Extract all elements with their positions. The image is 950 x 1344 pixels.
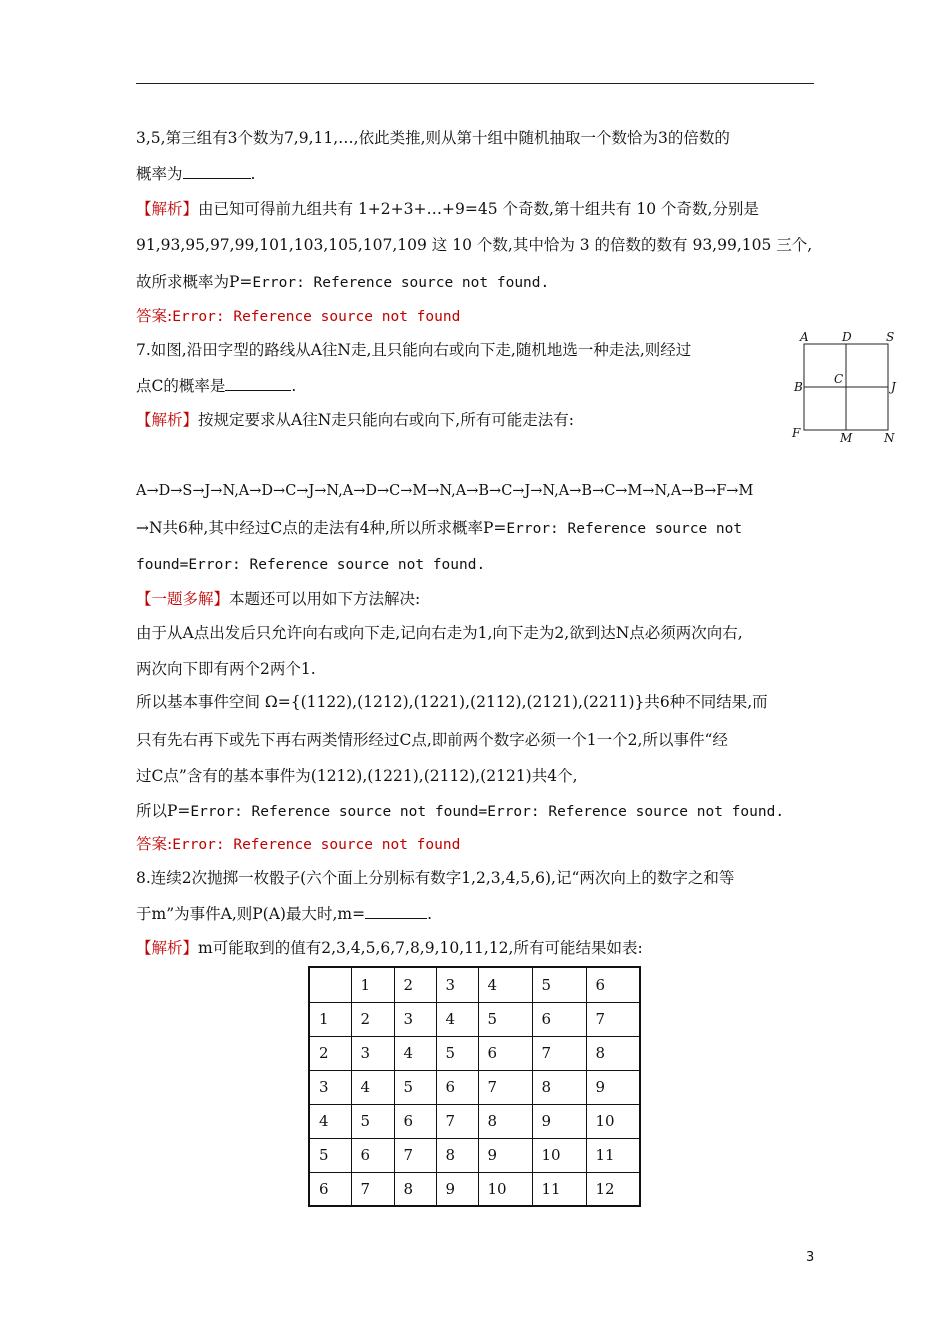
text-line: 3,5,第三组有3个数为7,9,11,…,依此类推,则从第十组中随机抽取一个数恰为3的倍数的 bbox=[136, 129, 730, 147]
table-row bbox=[309, 1002, 640, 1036]
text-line: found=Error: Reference source not found. bbox=[136, 557, 486, 573]
table-cell: 7 bbox=[586, 1002, 640, 1036]
table-cell: 1 bbox=[309, 1002, 351, 1036]
table-row bbox=[309, 1036, 640, 1070]
table-cell: 6 bbox=[351, 1138, 394, 1172]
analysis-tag: 【解析】 bbox=[136, 411, 199, 429]
table-cell: 9 bbox=[532, 1104, 586, 1138]
answer-blank bbox=[183, 164, 251, 179]
text-line: 91,93,95,97,99,101,103,105,107,109 这 10 个数,其中恰为 3 的倍数的数有 93,99,105 三个, bbox=[136, 236, 813, 254]
text-line: 概率为 . bbox=[136, 165, 256, 183]
text-line: 所以基本事件空间 Ω={(1122),(1212),(1221),(2112),(2121),(2211)}共6种不同结果,而 bbox=[136, 693, 768, 711]
table-cell: 6 bbox=[436, 1070, 478, 1104]
text-line: 8.连续2次抛掷一枚骰子(六个面上分别标有数字1,2,3,4,5,6),记“两次向上的数字之和等 bbox=[136, 869, 735, 887]
table-cell: 10 bbox=[586, 1104, 640, 1138]
table-cell: 4 bbox=[309, 1104, 351, 1138]
dice-sum-table bbox=[308, 966, 641, 1207]
table-cell: 2 bbox=[309, 1036, 351, 1070]
text-line: 所以P=Error: Reference source not found=Error: Reference source not found. bbox=[136, 802, 785, 820]
text-line: 【解析】m可能取到的值有2,3,4,5,6,7,8,9,10,11,12,所有可能结果如表: bbox=[136, 939, 643, 957]
grid-diagram bbox=[788, 330, 900, 445]
table-cell: 8 bbox=[478, 1104, 532, 1138]
table-cell: 6 bbox=[586, 967, 640, 1002]
table-cell: 7 bbox=[532, 1036, 586, 1070]
label-n: N bbox=[884, 431, 895, 445]
table-cell: 5 bbox=[478, 1002, 532, 1036]
answer-line: 答案:Error: Reference source not found bbox=[136, 835, 461, 853]
table-cell: 5 bbox=[309, 1138, 351, 1172]
table-cell: 9 bbox=[436, 1172, 478, 1206]
table-cell: 8 bbox=[394, 1172, 436, 1206]
table-cell: 3 bbox=[351, 1036, 394, 1070]
table-cell: 8 bbox=[586, 1036, 640, 1070]
label-s: S bbox=[886, 330, 895, 344]
table-cell bbox=[309, 967, 351, 1002]
text-line: 【解析】由已知可得前九组共有 1+2+3+…+9=45 个奇数,第十组共有 10 个奇数,分别是 bbox=[136, 200, 759, 218]
table-cell: 9 bbox=[586, 1070, 640, 1104]
table-cell: 5 bbox=[351, 1104, 394, 1138]
table-cell: 11 bbox=[586, 1138, 640, 1172]
label-j: J bbox=[891, 380, 896, 394]
text-line: →N共6种,其中经过C点的走法有4种,所以所求概率P=Error: Reference source not bbox=[136, 519, 743, 537]
text-line: A→D→S→J→N,A→D→C→J→N,A→D→C→M→N,A→B→C→J→N,A→B→C→M→N,A→B→F→M bbox=[136, 483, 754, 499]
table-cell: 3 bbox=[394, 1002, 436, 1036]
text-line: 两次向下即有两个2两个1. bbox=[136, 660, 316, 678]
text-line: 点C的概率是 . bbox=[136, 377, 297, 395]
page-number: 3 bbox=[806, 1250, 815, 1265]
text-line: 【一题多解】本题还可以用如下方法解决: bbox=[136, 590, 421, 608]
table-cell: 1 bbox=[351, 967, 394, 1002]
table-cell: 7 bbox=[478, 1070, 532, 1104]
table-cell: 3 bbox=[436, 967, 478, 1002]
table-cell: 2 bbox=[351, 1002, 394, 1036]
table-cell: 7 bbox=[351, 1172, 394, 1206]
label-m: M bbox=[840, 431, 853, 445]
table-cell: 12 bbox=[586, 1172, 640, 1206]
table-cell: 6 bbox=[394, 1104, 436, 1138]
table-cell: 7 bbox=[436, 1104, 478, 1138]
table-cell: 5 bbox=[532, 967, 586, 1002]
text-line: 故所求概率为P=Error: Reference source not found. bbox=[136, 273, 550, 291]
table-cell: 4 bbox=[394, 1036, 436, 1070]
table-row bbox=[309, 1172, 640, 1206]
label-b: B bbox=[794, 380, 803, 394]
table-cell: 8 bbox=[532, 1070, 586, 1104]
table-cell: 2 bbox=[394, 967, 436, 1002]
multi-solution-tag: 【一题多解】 bbox=[136, 590, 230, 608]
table-cell: 10 bbox=[532, 1138, 586, 1172]
analysis-tag: 【解析】 bbox=[136, 200, 199, 218]
analysis-tag: 【解析】 bbox=[136, 939, 199, 957]
table-cell: 8 bbox=[436, 1138, 478, 1172]
header-rule bbox=[136, 83, 814, 84]
answer-line: 答案:Error: Reference source not found bbox=[136, 307, 461, 325]
text-line: 由于从A点出发后只允许向右或向下走,记向右走为1,向下走为2,欲到达N点必须两次向右, bbox=[136, 624, 743, 642]
text-line: 只有先右再下或先下再右两类情形经过C点,即前两个数字必须一个1一个2,所以事件“经 bbox=[136, 731, 728, 749]
table-cell: 4 bbox=[351, 1070, 394, 1104]
table-cell: 4 bbox=[478, 967, 532, 1002]
table-header-row bbox=[309, 967, 640, 1002]
table-row bbox=[309, 1104, 640, 1138]
text-line: 过C点”含有的基本事件为(1212),(1221),(2112),(2121)共4个, bbox=[136, 767, 578, 785]
text-line: 7.如图,沿田字型的路线从A往N走,且只能向右或向下走,随机地选一种走法,则经过 bbox=[136, 341, 692, 359]
table-cell: 6 bbox=[478, 1036, 532, 1070]
label-c: C bbox=[834, 372, 844, 386]
answer-blank bbox=[225, 376, 291, 391]
table-cell: 10 bbox=[478, 1172, 532, 1206]
text-line: 于m”为事件A,则P(A)最大时,m= . bbox=[136, 905, 433, 923]
grid-figure bbox=[788, 330, 900, 445]
table-cell: 4 bbox=[436, 1002, 478, 1036]
table-row bbox=[309, 1138, 640, 1172]
table-cell: 9 bbox=[478, 1138, 532, 1172]
table-row bbox=[309, 1070, 640, 1104]
table-cell: 7 bbox=[394, 1138, 436, 1172]
label-d: D bbox=[842, 330, 852, 344]
answer-blank bbox=[365, 904, 427, 919]
label-a: A bbox=[800, 330, 809, 344]
table-cell: 5 bbox=[436, 1036, 478, 1070]
table-cell: 6 bbox=[532, 1002, 586, 1036]
label-f: F bbox=[792, 426, 801, 440]
table-cell: 11 bbox=[532, 1172, 586, 1206]
table-cell: 3 bbox=[309, 1070, 351, 1104]
table-cell: 6 bbox=[309, 1172, 351, 1206]
table-cell: 5 bbox=[394, 1070, 436, 1104]
text-line: 【解析】按规定要求从A往N走只能向右或向下,所有可能走法有: bbox=[136, 411, 574, 429]
